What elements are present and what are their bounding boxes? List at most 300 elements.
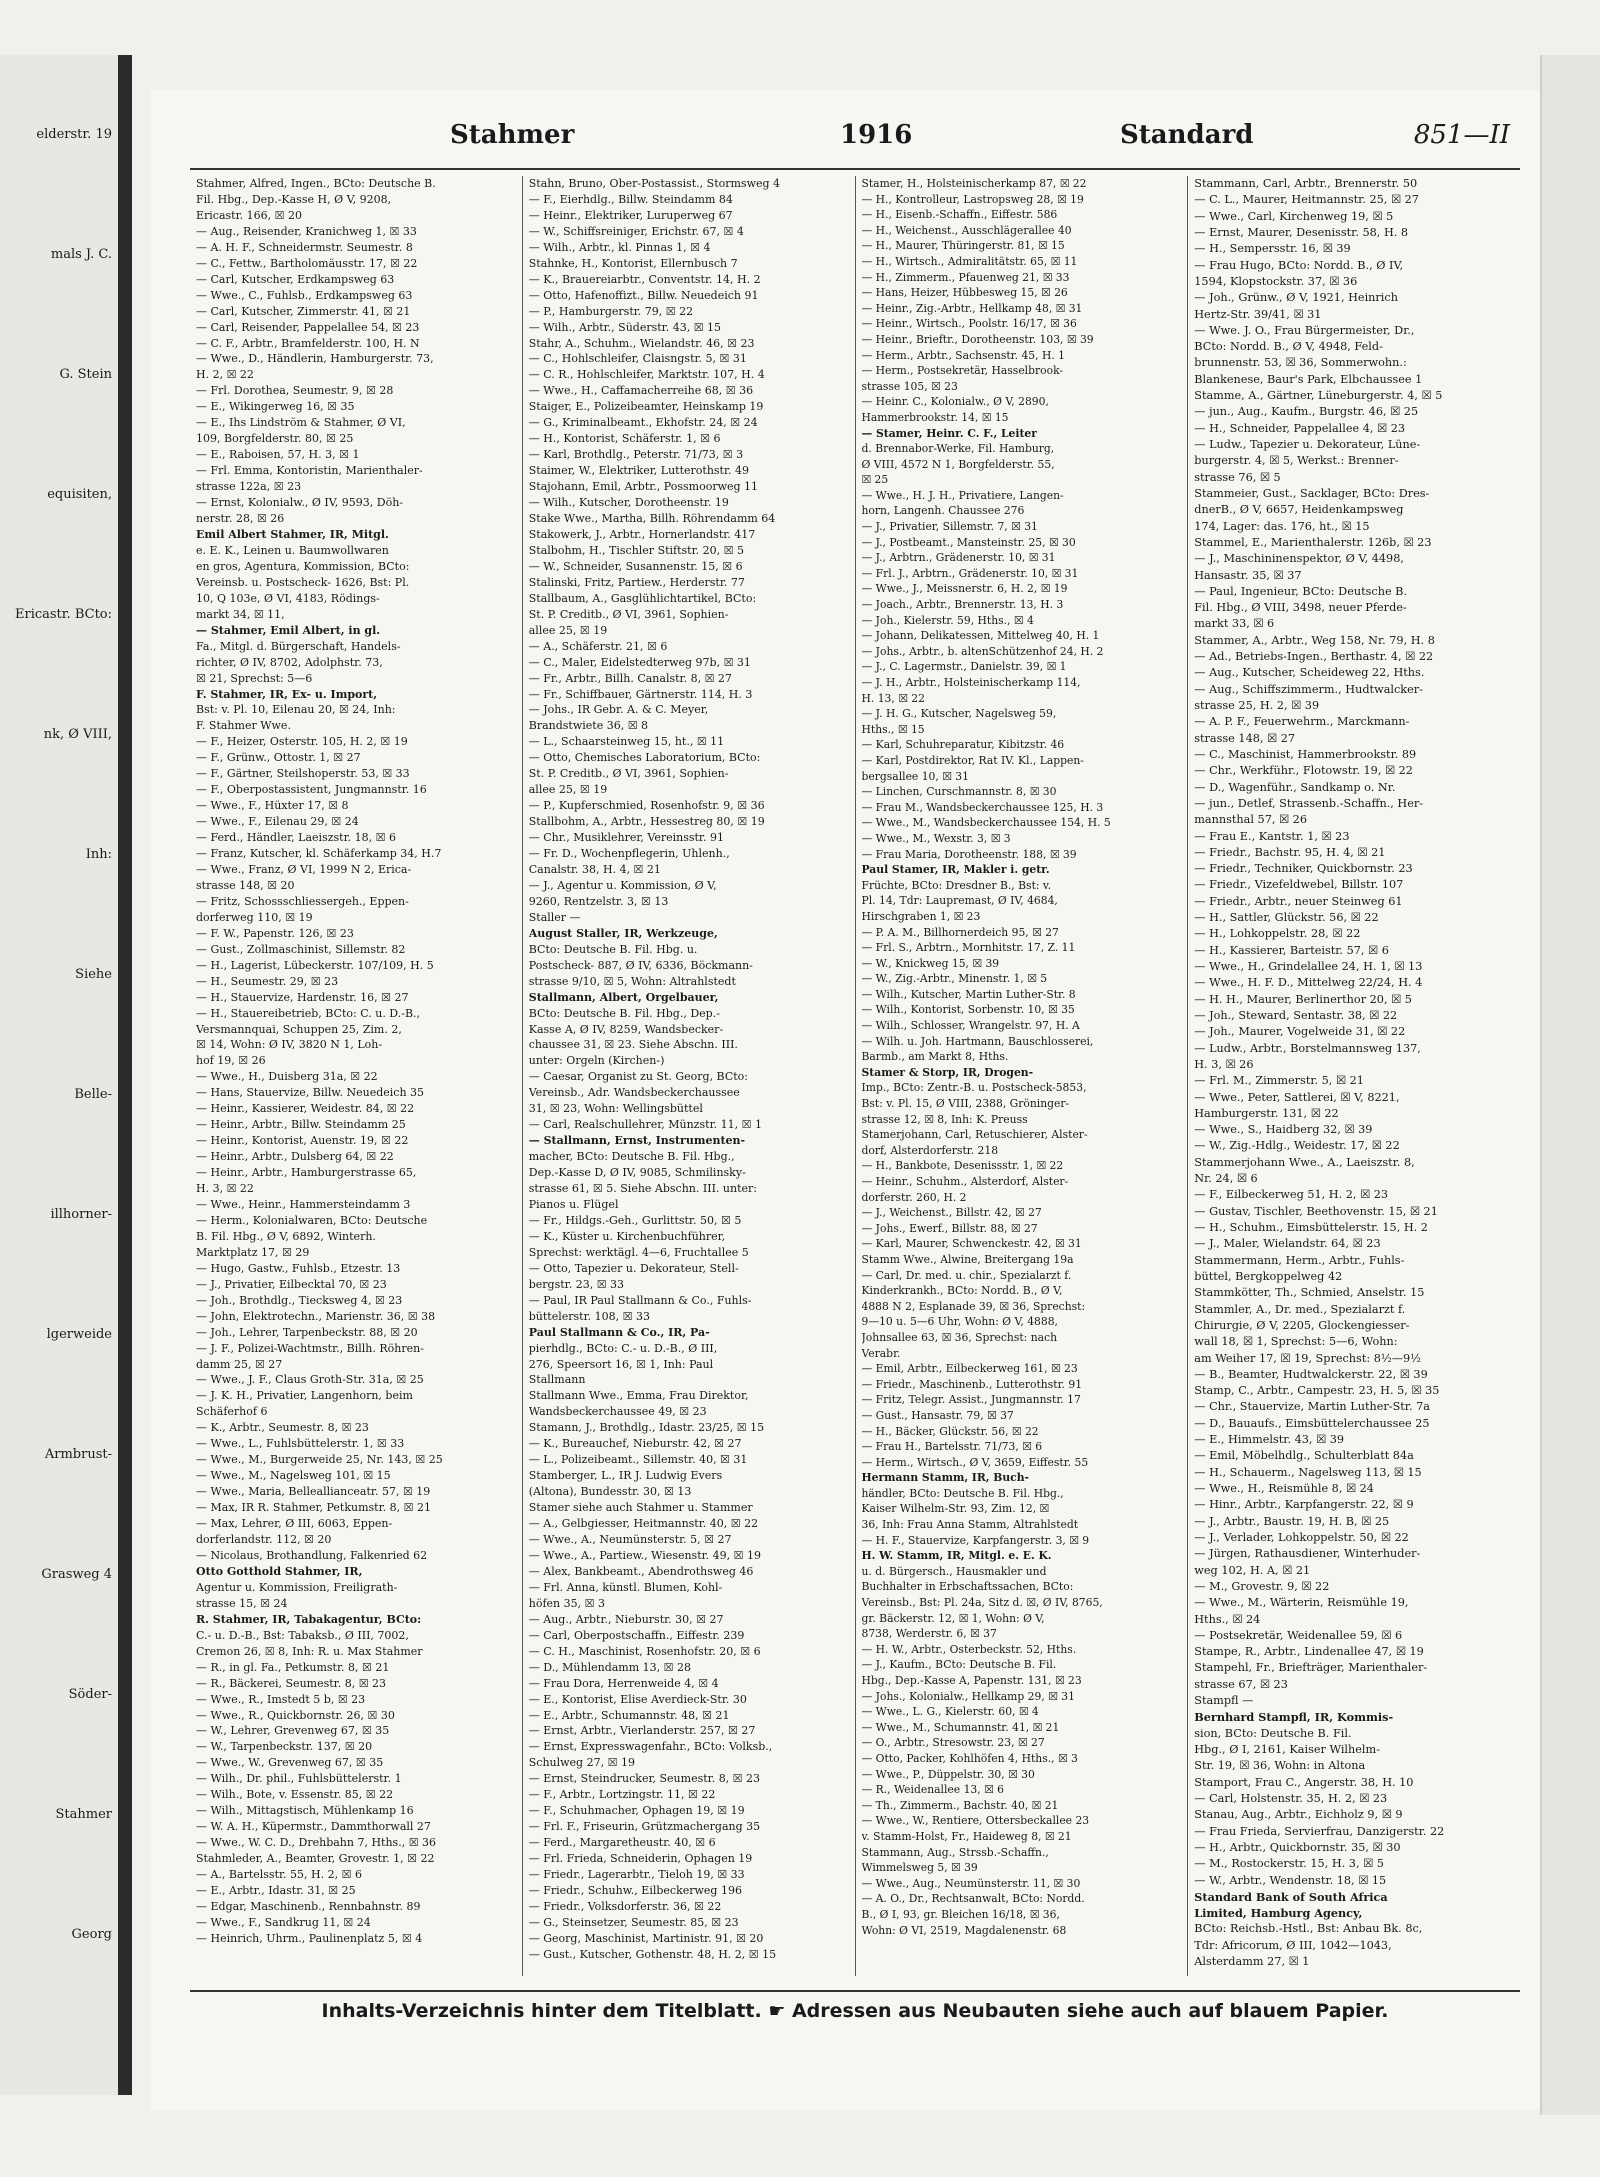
directory-entry: Hansastr. 35, ☒ 37 (1194, 568, 1302, 582)
directory-entry: BCto: Nordd. B., Ø V, 4948, Feld- (1194, 340, 1383, 354)
directory-entry: Fil. Hbg., Ø VIII, 3498, neuer Pferde- (1194, 601, 1407, 615)
directory-entry: Stammerjohann Wwe., A., Laeiszstr. 8, (1194, 1155, 1415, 1169)
directory-entry: — Fr., Arbtr., Billh. Canalstr. 8, ☒ 27 (528, 671, 732, 685)
directory-entry: Stallmann Wwe., Emma, Frau Direktor, (528, 1389, 749, 1403)
directory-entry: Sprechst: werktägl. 4—6, Fruchtallee 5 (528, 1245, 749, 1259)
directory-entry: — Stamer, Heinr. C. F., Leiter (861, 426, 1037, 440)
directory-entry: — H., Kontrolleur, Lastropsweg 28, ☒ 19 (861, 192, 1084, 206)
directory-entry: — Chr., Stauervize, Martin Luther-Str. 7a (1194, 1400, 1430, 1414)
directory-entry: — H., Bäcker, Glückstr. 56, ☒ 22 (861, 1424, 1039, 1438)
directory-entry: — E., Himmelstr. 43, ☒ 39 (1194, 1433, 1345, 1447)
directory-entry: — Friedr., Schuhw., Eilbeckerweg 196 (528, 1883, 742, 1897)
directory-entry: 9—10 u. 5—6 Uhr, Wohn: Ø V, 4888, (861, 1315, 1058, 1329)
directory-entry: — John, Elektrotechn., Marienstr. 36, ☒ 38 (196, 1309, 436, 1323)
directory-entry: — R., Weidenallee 13, ☒ 6 (861, 1783, 1004, 1797)
directory-entry: — Fritz, Schossschliessergeh., Eppen- (196, 894, 409, 908)
directory-entry: — Carl, Kutscher, Erdkampsweg 63 (196, 272, 395, 286)
directory-entry: — H., Seumestr. 29, ☒ 23 (196, 974, 339, 988)
directory-entry: — J. F., Polizei-Wachtmstr., Billh. Röhren- (196, 1341, 424, 1355)
directory-entry: Stallmann (528, 1373, 586, 1387)
directory-entry: — Joh., Lehrer, Tarpenbeckstr. 88, ☒ 20 (196, 1325, 418, 1339)
directory-entry: — R., Bäckerei, Seumestr. 8, ☒ 23 (196, 1676, 387, 1690)
directory-entry: — F., Schuhmacher, Ophagen 19, ☒ 19 (528, 1804, 745, 1818)
directory-entry: — Heinr., Elektriker, Luruperweg 67 (528, 208, 733, 222)
directory-entry: — Gustav, Tischler, Beethovenstr. 15, ☒ 21 (1194, 1204, 1438, 1218)
directory-entry: — J. K. H., Privatier, Langenhorn, beim (196, 1389, 413, 1403)
directory-entry: Verabr. (861, 1346, 901, 1360)
directory-entry: — Wwe., M., Wandsbeckerchaussee 154, H. 5 (861, 816, 1111, 830)
directory-entry: — Wwe., H. F. D., Mittelweg 22/24, H. 4 (1194, 976, 1423, 990)
directory-entry: — H., Stauervize, Hardenstr. 16, ☒ 27 (196, 990, 409, 1004)
directory-entry: — Caesar, Organist zu St. Georg, BCto: (528, 1070, 749, 1084)
directory-entry: en gros, Agentura, Kommission, BCto: (196, 559, 410, 573)
directory-entry: markt 34, ☒ 11, (196, 607, 285, 621)
directory-entry: — Heinr. C., Kolonialw., Ø V, 2890, (861, 395, 1049, 409)
column-3 (856, 176, 1189, 1976)
directory-entry: — Gust., Zollmaschinist, Sillemstr. 82 (196, 942, 406, 956)
directory-entry: Stammeier, Gust., Sacklager, BCto: Dres- (1194, 486, 1430, 500)
directory-entry: hof 19, ☒ 26 (196, 1054, 266, 1068)
directory-entry: — Otto, Hafenoffizt., Billw. Neuedeich 91 (528, 288, 759, 302)
directory-entry: — Aug., Schiffszimmerm., Hudtwalcker- (1194, 682, 1423, 696)
directory-entry: — F. W., Papenstr. 126, ☒ 23 (196, 926, 354, 940)
directory-entry: — Carl, Kutscher, Zimmerstr. 41, ☒ 21 (196, 304, 411, 318)
directory-entry: Stanau, Aug., Arbtr., Eichholz 9, ☒ 9 (1194, 1808, 1403, 1822)
directory-entry: — Wwe., J., Meissnerstr. 6, H. 2, ☒ 19 (861, 582, 1068, 596)
directory-entry: strasse 25, H. 2, ☒ 39 (1194, 699, 1320, 712)
header-rule (190, 168, 1520, 170)
left-page-fragment: lgerweide (46, 1327, 112, 1342)
directory-entry: — Carl, Reisender, Pappelallee 54, ☒ 23 (196, 320, 420, 334)
directory-entry: Wimmelsweg 5, ☒ 39 (861, 1861, 978, 1875)
directory-entry: ☒ 21, Sprechst: 5—6 (196, 671, 313, 685)
directory-entry: — Heinr., Wirtsch., Poolstr. 16/17, ☒ 36 (861, 317, 1077, 331)
directory-entry: — Wwe., W., Grevenweg 67, ☒ 35 (196, 1756, 384, 1770)
directory-entry: Buchhalter in Erbschaftssachen, BCto: (861, 1580, 1074, 1594)
directory-entry: — Wwe., Heinr., Hammersteindamm 3 (196, 1198, 411, 1211)
directory-entry: — Friedr., Vizefeldwebel, Billstr. 107 (1194, 878, 1404, 892)
directory-entry: — E., Arbtr., Schumannstr. 48, ☒ 21 (528, 1708, 730, 1722)
directory-entry: büttel, Bergkoppelweg 42 (1194, 1269, 1343, 1283)
directory-entry: — Wwe. J. O., Frau Bürgermeister, Dr., (1194, 323, 1415, 337)
directory-entry: — Wilh., Mittagstisch, Mühlenkamp 16 (196, 1804, 414, 1818)
directory-entry: — Hinr., Arbtr., Karpfangerstr. 22, ☒ 9 (1194, 1498, 1414, 1512)
directory-entry: ☒ 25 (861, 473, 889, 487)
directory-entry: chaussee 31, ☒ 23. Siehe Abschn. III. (528, 1038, 738, 1052)
directory-entry: — H., Stauereibetrieb, BCto: C. u. D.-B., (196, 1006, 421, 1020)
directory-entry: — Joh., Grünw., Ø V, 1921, Heinrich (1194, 291, 1398, 305)
directory-entry: strasse 12, ☒ 8, Inh: K. Preuss (861, 1112, 1028, 1126)
directory-entry: — Fr., Schiffbauer, Gärtnerstr. 114, H. 3 (528, 687, 753, 701)
directory-entry: Stallmann, Albert, Orgelbauer, (528, 990, 719, 1004)
directory-entry: Stahmleder, A., Beamter, Grovestr. 1, ☒ 22 (196, 1852, 435, 1866)
directory-entry: — Joach., Arbtr., Brennerstr. 13, H. 3 (861, 598, 1064, 612)
directory-entry: — jun., Detlef, Strassenb.-Schaffn., Her- (1194, 796, 1424, 810)
directory-entry: — Hans, Stauervize, Billw. Neuedeich 35 (196, 1086, 425, 1100)
directory-entry: — Johs., Arbtr., b. altenSchützenhof 24, H. 2 (861, 644, 1104, 658)
directory-entry: — Frl. S., Arbtrn., Mornhitstr. 17, Z. 11 (861, 941, 1076, 955)
directory-entry: — Aug., Arbtr., Nieburstr. 30, ☒ 27 (528, 1612, 724, 1626)
directory-entry: — Wwe., H. J. H., Privatiere, Langen- (861, 488, 1064, 502)
directory-entry: — Stahmer, Emil Albert, in gl. (196, 623, 381, 637)
directory-entry: Schäferhof 6 (196, 1405, 268, 1419)
directory-entry: St. P. Creditb., Ø VI, 3961, Sophien- (528, 607, 729, 621)
directory-entry: (Altona), Bundesstr. 30, ☒ 13 (528, 1485, 692, 1499)
directory-entry: — Johs., Kolonialw., Hellkamp 29, ☒ 31 (861, 1689, 1075, 1703)
left-page-fragment: equisiten, (47, 487, 112, 502)
directory-entry: — D., Wagenführ., Sandkamp o. Nr. (1194, 780, 1396, 794)
directory-entry: — J. H. G., Kutscher, Nagelsweg 59, (861, 707, 1057, 721)
directory-entry: BCto: Reichsb.-Hstl., Bst: Anbau Bk. 8c, (1194, 1922, 1423, 1936)
directory-entry: Kaiser Wilhelm-Str. 93, Zim. 12, ☒ (861, 1502, 1050, 1516)
directory-entry: Stallbohm, A., Arbtr., Hessestreg 80, ☒ 19 (528, 815, 765, 829)
directory-entry: — C., Maschinist, Hammerbrookstr. 89 (1194, 747, 1417, 761)
directory-entry: Alsterdamm 27, ☒ 1 (1194, 1955, 1310, 1969)
directory-entry: Pianos u. Flügel (528, 1198, 619, 1211)
directory-entry: — Karl, Maurer, Schwenckestr. 42, ☒ 31 (861, 1237, 1082, 1251)
directory-entry: — H., Arbtr., Quickbornstr. 35, ☒ 30 (1194, 1840, 1401, 1854)
column-1 (190, 176, 523, 1976)
directory-entry: — Gust., Hansastr. 79, ☒ 37 (861, 1408, 1014, 1422)
left-page-fragment: Stahmer (55, 1807, 112, 1822)
directory-entry: — L., Polizeibeamt., Sillemstr. 40, ☒ 31 (528, 1453, 748, 1467)
directory-entry: — H., Bankbote, Desenissstr. 1, ☒ 22 (861, 1159, 1064, 1173)
directory-entry: — Friedr., Bachstr. 95, H. 4, ☒ 21 (1194, 845, 1386, 859)
directory-entry: — Frau Hugo, BCto: Nordd. B., Ø IV, (1194, 258, 1404, 272)
directory-entry: — J. H., Arbtr., Holsteinischerkamp 114, (861, 676, 1081, 689)
directory-entry: 8738, Werderstr. 6, ☒ 37 (861, 1627, 997, 1641)
directory-entry: dorf, Alsterdorferstr. 218 (861, 1143, 999, 1157)
directory-entry: — W., Zig.-Arbtr., Minenstr. 1, ☒ 5 (861, 972, 1048, 986)
directory-entry: — Ludw., Arbtr., Borstelmannsweg 137, (1194, 1041, 1421, 1055)
directory-entry: — C. H., Maschinist, Rosenhofstr. 20, ☒ 6 (528, 1644, 761, 1658)
directory-entry: — Alex, Bankbeamt., Abendrothsweg 46 (528, 1564, 754, 1578)
directory-entry: H. 3, ☒ 26 (1194, 1057, 1254, 1071)
directory-entry: — Johs., IR Gebr. A. & C. Meyer, (528, 703, 709, 717)
directory-entry: — C., Fettw., Bartholomäusstr. 17, ☒ 22 (196, 256, 418, 270)
directory-entry: H. 2, ☒ 22 (196, 368, 254, 382)
directory-entry: Schulweg 27, ☒ 19 (528, 1756, 635, 1770)
directory-entry: — Herm., Wirtsch., Ø V, 3659, Eiffestr. 55 (861, 1455, 1089, 1469)
directory-entry: 276, Speersort 16, ☒ 1, Inh: Paul (528, 1357, 714, 1371)
directory-entry: — Stallmann, Ernst, Instrumenten- (528, 1134, 746, 1148)
directory-entry: — W., Arbtr., Wendenstr. 18, ☒ 15 (1194, 1873, 1387, 1887)
directory-entry: — E., Wikingerweg 16, ☒ 35 (196, 400, 355, 414)
directory-entry: — Wwe., Maria, Belleallianceatr. 57, ☒ 19 (196, 1485, 431, 1499)
directory-entry: bergsallee 10, ☒ 31 (861, 769, 969, 783)
directory-entry: — Herm., Arbtr., Sachsenstr. 45, H. 1 (861, 348, 1066, 362)
header-left-keyword: Stahmer (450, 120, 575, 150)
directory-entry: nerstr. 28, ☒ 26 (196, 512, 285, 526)
directory-entry: August Staller, IR, Werkzeuge, (528, 926, 718, 940)
directory-entry: — Paul, Ingenieur, BCto: Deutsche B. (1194, 584, 1408, 598)
left-page-fragment: nk, Ø VIII, (43, 727, 112, 742)
directory-entry: — Karl, Schuhreparatur, Kibitzstr. 46 (861, 738, 1065, 752)
directory-entry: H. 13, ☒ 22 (861, 691, 925, 705)
directory-entry: — Th., Zimmerm., Bachstr. 40, ☒ 21 (861, 1798, 1059, 1812)
directory-entry: höfen 35, ☒ 3 (528, 1596, 605, 1610)
left-page-fragment: Inh: (85, 847, 112, 862)
directory-entry: — H., Kontorist, Schäferstr. 1, ☒ 6 (528, 432, 721, 446)
directory-entry: — P. A. M., Billhornerdeich 95, ☒ 27 (861, 925, 1059, 939)
directory-entry: Staimer, W., Elektriker, Lutterothstr. 49 (528, 464, 750, 478)
directory-entry: Dep.-Kasse D, Ø IV, 9085, Schmilinsky- (528, 1166, 746, 1180)
directory-entry: Stalbohm, H., Tischler Stiftstr. 20, ☒ 5 (528, 543, 744, 557)
directory-entry: — Wwe., Franz, Ø VI, 1999 N 2, Erica- (196, 862, 412, 876)
directory-entry: — W., Knickweg 15, ☒ 39 (861, 956, 1000, 970)
directory-entry: H. 3, ☒ 22 (196, 1182, 254, 1196)
directory-entry: — Karl, Brothdlg., Peterstr. 71/73, ☒ 3 (528, 448, 744, 462)
directory-entry: Stampfl — (1194, 1694, 1254, 1708)
directory-entry: ☒ 14, Wohn: Ø IV, 3820 N 1, Loh- (196, 1038, 383, 1052)
directory-entry: — A. P. F., Feuerwehrm., Marckmann- (1194, 715, 1410, 729)
directory-entry: — A., Bartelsstr. 55, H. 2, ☒ 6 (196, 1868, 362, 1882)
directory-entry: — Wilh., Arbtr., kl. Pinnas 1, ☒ 4 (528, 240, 711, 254)
directory-entry: — Wwe., H., Reismühle 8, ☒ 24 (1194, 1482, 1374, 1495)
directory-entry: — F., Heizer, Osterstr. 105, H. 2, ☒ 19 (196, 735, 408, 749)
directory-entry: pierhdlg., BCto: C.- u. D.-B., Ø III, (528, 1341, 718, 1355)
directory-entry: — Frau Maria, Dorotheenstr. 188, ☒ 39 (861, 847, 1077, 861)
directory-entry: Stajohann, Emil, Arbtr., Possmoorweg 11 (528, 480, 759, 494)
directory-entry: — Wwe., R., Quickbornstr. 26, ☒ 30 (196, 1708, 395, 1722)
directory-entry: — Friedr., Arbtr., neuer Steinweg 61 (1194, 894, 1403, 908)
directory-entry: Hbg., Ø I, 2161, Kaiser Wilhelm- (1194, 1743, 1380, 1756)
directory-entry: — G., Kriminalbeamt., Ekhofstr. 24, ☒ 24 (528, 416, 758, 430)
directory-entry: — P., Hamburgerstr. 79, ☒ 22 (528, 304, 694, 318)
left-page-fragment: Georg (71, 1927, 112, 1942)
directory-entry: — A. O., Dr., Rechtsanwalt, BCto: Nordd. (861, 1892, 1085, 1906)
directory-entry: — Heinr., Kontorist, Auenstr. 19, ☒ 22 (196, 1134, 409, 1148)
directory-entry: — J., Privatier, Sillemstr. 7, ☒ 31 (861, 520, 1038, 534)
directory-entry: R. Stahmer, IR, Tabakagentur, BCto: (196, 1612, 422, 1626)
footer-note: Inhalts-Verzeichnis hinter dem Titelblatt. ☛ Adressen aus Neubauten siehe auch auf blauem Papier. (190, 1990, 1520, 2022)
directory-entry: — W., Zig.-Hdlg., Weidestr. 17, ☒ 22 (1194, 1139, 1400, 1153)
directory-entry: Stamerjohann, Carl, Retuschierer, Alster- (861, 1128, 1088, 1142)
directory-entry: — M., Grovestr. 9, ☒ 22 (1194, 1579, 1330, 1593)
directory-entry: Hbg., Dep.-Kasse A, Papenstr. 131, ☒ 23 (861, 1674, 1082, 1687)
directory-entry: — Fritz, Telegr. Assist., Jungmannstr. 17 (861, 1393, 1081, 1407)
directory-entry: — Hans, Heizer, Hübbesweg 15, ☒ 26 (861, 286, 1068, 300)
directory-entry: — H., Sattler, Glückstr. 56, ☒ 22 (1194, 911, 1379, 925)
directory-entry: am Weiher 17, ☒ 19, Sprechst: 8½—9½ (1194, 1351, 1422, 1365)
directory-entry: — P., Kupferschmied, Rosenhofstr. 9, ☒ 36 (528, 799, 765, 813)
directory-entry: — Wwe., H., Caffamacherreihe 68, ☒ 36 (528, 384, 754, 398)
directory-entry: — Joh., Steward, Sentastr. 38, ☒ 22 (1194, 1008, 1398, 1022)
directory-entry: — Frau E., Kantstr. 1, ☒ 23 (1194, 829, 1350, 843)
directory-entry: — Ernst, Expresswagenfahr., BCto: Volksb., (528, 1740, 773, 1754)
directory-entry: — Wilh., Kutscher, Dorotheenstr. 19 (528, 496, 729, 510)
directory-entry: — J., Verlader, Lohkoppelstr. 50, ☒ 22 (1194, 1530, 1409, 1544)
directory-entry: — Wwe., C., Fuhlsb., Erdkampsweg 63 (196, 288, 413, 302)
directory-entry: — W., Schiffsreiniger, Erichstr. 67, ☒ 4 (528, 224, 744, 238)
directory-entry: — Franz, Kutscher, kl. Schäferkamp 34, H.7 (196, 847, 442, 861)
directory-entry: macher, BCto: Deutsche B. Fil. Hbg., (528, 1150, 735, 1164)
directory-entry: wall 18, ☒ 1, Sprechst: 5—6, Wohn: (1194, 1335, 1398, 1349)
directory-entry: — A., Gelbgiesser, Heitmannstr. 40, ☒ 22 (528, 1517, 759, 1531)
directory-entry: Stammann, Carl, Arbtr., Brennerstr. 50 (1194, 177, 1418, 190)
directory-entry: Stammkötter, Th., Schmied, Anselstr. 15 (1194, 1286, 1425, 1300)
directory-entry: — L., Schaarsteinweg 15, ht., ☒ 11 (528, 735, 725, 749)
directory-entry: gr. Bäckerstr. 12, ☒ 1, Wohn: Ø V, (861, 1611, 1045, 1625)
directory-entry: — Frl. Frieda, Schneiderin, Ophagen 19 (528, 1852, 753, 1866)
directory-entry: — C. R., Hohlschleifer, Marktstr. 107, H. 4 (528, 368, 765, 382)
directory-entry: — Karl, Postdirektor, Rat IV. Kl., Lappen- (861, 753, 1084, 767)
left-page-fragment: Armbrust- (44, 1447, 112, 1462)
directory-entry: richter, Ø IV, 8702, Adolphstr. 73, (196, 655, 383, 669)
directory-entry: v. Stamm-Holst, Fr., Haideweg 8, ☒ 21 (861, 1829, 1072, 1843)
directory-entry: — Wwe., Carl, Kirchenweg 19, ☒ 5 (1194, 209, 1394, 223)
directory-entry: — Wilh., Dr. phil., Fuhlsbüttelerstr. 1 (196, 1772, 402, 1786)
directory-entry: horn, Langenh. Chaussee 276 (861, 504, 1025, 518)
running-header (190, 120, 1530, 160)
left-page-fragment: Grasweg 4 (41, 1567, 112, 1582)
directory-entry: F. Stahmer Wwe. (196, 719, 291, 733)
directory-entry: — Wwe., L. G., Kielerstr. 60, ☒ 4 (861, 1705, 1039, 1719)
directory-entry: Blankenese, Baur's Park, Elbchaussee 1 (1194, 372, 1423, 386)
directory-entry: — Frl. Emma, Kontoristin, Marienthaler- (196, 464, 423, 478)
directory-entry: unter: Orgeln (Kirchen-) (528, 1054, 665, 1068)
directory-entry: — Wwe., F., Eilenau 29, ☒ 24 (196, 815, 359, 829)
directory-entry: — Frau M., Wandsbeckerchaussee 125, H. 3 (861, 800, 1104, 814)
directory-entry: — Georg, Maschinist, Martinistr. 91, ☒ 20 (528, 1931, 764, 1945)
directory-entry: Limited, Hamburg Agency, (1194, 1906, 1363, 1921)
directory-entry: 1594, Klopstockstr. 37, ☒ 36 (1194, 274, 1358, 288)
directory-entry: 174, Lager: das. 176, ht., ☒ 15 (1194, 519, 1370, 533)
directory-entry: Marktplatz 17, ☒ 29 (196, 1245, 310, 1259)
directory-entry: Fil. Hbg., Dep.-Kasse H, Ø V, 9208, (196, 192, 392, 206)
directory-entry: — Joh., Kielerstr. 59, Hths., ☒ 4 (861, 613, 1034, 627)
directory-entry: — J., Privatier, Eilbecktal 70, ☒ 23 (196, 1277, 387, 1291)
directory-entry: — H., Schauerm., Nagelsweg 113, ☒ 15 (1194, 1465, 1422, 1479)
right-page-edge (1540, 55, 1600, 2115)
directory-entry: Stammel, E., Marienthalerstr. 126b, ☒ 23 (1194, 535, 1432, 549)
directory-entry: — M., Rostockerstr. 15, H. 3, ☒ 5 (1194, 1857, 1384, 1871)
directory-entry: Stamer siehe auch Stahmer u. Stammer (528, 1501, 753, 1515)
directory-entry: Stamberger, L., IR J. Ludwig Evers (528, 1469, 723, 1483)
directory-entry: Wohn: Ø VI, 2519, Magdalenenstr. 68 (861, 1923, 1067, 1937)
directory-entry: — C., Hohlschleifer, Claisngstr. 5, ☒ 31 (528, 352, 747, 366)
directory-entry: — Heinrich, Uhrm., Paulinenplatz 5, ☒ 4 (196, 1931, 423, 1945)
directory-entry: Bst: v. Pl. 10, Eilenau 20, ☒ 24, Inh: (196, 703, 396, 717)
directory-entry: — J., Arbtrn., Grädenerstr. 10, ☒ 31 (861, 551, 1056, 565)
directory-entry: — Ferd., Händler, Laeiszstr. 18, ☒ 6 (196, 831, 396, 845)
directory-entry: Tdr: Africorum, Ø III, 1042—1043, (1194, 1938, 1392, 1952)
directory-entry: — H., Sempersstr. 16, ☒ 39 (1194, 242, 1351, 256)
directory-columns (190, 176, 1520, 1976)
directory-entry: — Jürgen, Rathausdiener, Winterhuder- (1194, 1547, 1421, 1561)
directory-entry: weg 102, H. A, ☒ 21 (1194, 1563, 1311, 1577)
directory-entry: strasse 148, ☒ 20 (196, 878, 295, 892)
directory-entry: — Wwe., S., Haidberg 32, ☒ 39 (1194, 1123, 1373, 1137)
directory-entry: — J., Weichenst., Billstr. 42, ☒ 27 (861, 1206, 1042, 1220)
directory-entry: — Heinr., Arbtr., Dulsberg 64, ☒ 22 (196, 1150, 394, 1164)
directory-entry: Stakowerk, J., Arbtr., Hornerlandstr. 417 (528, 527, 756, 541)
directory-entry: strasse 148, ☒ 27 (1194, 731, 1296, 745)
directory-entry: — F., Oberpostassistent, Jungmannstr. 16 (196, 783, 427, 797)
directory-entry: — Wilh., Kutscher, Martin Luther-Str. 8 (861, 987, 1076, 1001)
directory-entry: — Chr., Werkführ., Flotowstr. 19, ☒ 22 (1194, 764, 1413, 778)
directory-entry: Stamp, C., Arbtr., Campestr. 23, H. 5, ☒ 35 (1194, 1384, 1440, 1398)
directory-entry: — Herm., Kolonialwaren, BCto: Deutsche (196, 1213, 428, 1227)
directory-entry: — Friedr., Maschinenb., Lutterothstr. 91 (861, 1377, 1083, 1391)
directory-entry: — Ludw., Tapezier u. Dekorateur, Lüne- (1194, 438, 1421, 451)
directory-entry: Hths., ☒ 24 (1194, 1612, 1261, 1626)
directory-page (150, 90, 1540, 2110)
directory-entry: — Wwe., P., Düppelstr. 30, ☒ 30 (861, 1767, 1035, 1781)
directory-entry: — D., Bauaufs., Eimsbüttelerchaussee 25 (1194, 1416, 1430, 1430)
directory-entry: — Wwe., W. C. D., Drehbahn 7, Hths., ☒ 36 (196, 1836, 437, 1850)
directory-entry: — Carl, Realschullehrer, Münzstr. 11, ☒ 1 (528, 1118, 762, 1132)
directory-entry: — E., Kontorist, Elise Averdieck-Str. 30 (528, 1692, 747, 1706)
directory-entry: allee 25, ☒ 19 (528, 783, 608, 797)
directory-entry: — E., Arbtr., Idastr. 31, ☒ 25 (196, 1883, 356, 1897)
directory-entry: Paul Stallmann & Co., IR, Pa- (528, 1325, 710, 1339)
directory-entry: händler, BCto: Deutsche B. Fil. Hbg., (861, 1486, 1064, 1500)
directory-entry: — Wwe., Aug., Neumünsterstr. 11, ☒ 30 (861, 1876, 1081, 1890)
directory-entry: Stahmer, Alfred, Ingen., BCto: Deutsche B. (196, 177, 436, 190)
directory-entry: — F., Grünw., Ottostr. 1, ☒ 27 (196, 751, 361, 765)
directory-entry: — H. H., Maurer, Berlinerthor 20, ☒ 5 (1194, 992, 1412, 1006)
directory-entry: — Johann, Delikatessen, Mittelweg 40, H. 1 (861, 629, 1100, 643)
directory-entry: strasse 122a, ☒ 23 (196, 480, 302, 494)
left-page-fragment: G. Stein (59, 367, 112, 382)
directory-entry: — Wwe., M., Wärterin, Reismühle 19, (1194, 1596, 1409, 1610)
directory-entry: — F., Arbtr., Lortzingstr. 11, ☒ 22 (528, 1788, 716, 1802)
directory-entry: — J., Maler, Wielandstr. 64, ☒ 23 (1194, 1237, 1381, 1251)
directory-entry: Hertz-Str. 39/41, ☒ 31 (1194, 307, 1322, 321)
directory-entry: — E., Ihs Lindström & Stahmer, Ø VI, (196, 416, 406, 430)
directory-entry: — D., Mühlendamm 13, ☒ 28 (528, 1660, 692, 1674)
directory-entry: — Aug., Kutscher, Scheideweg 22, Hths. (1194, 666, 1425, 680)
directory-entry: Bernhard Stampfl, IR, Kommis- (1194, 1710, 1394, 1725)
directory-entry: — Heinr., Brieftr., Dorotheenstr. 103, ☒ 39 (861, 332, 1094, 346)
directory-entry: — J., Maschininenspektor, Ø V, 4498, (1194, 552, 1404, 566)
directory-entry: dorferstr. 260, H. 2 (861, 1190, 967, 1204)
directory-entry: — Carl, Holstenstr. 35, H. 2, ☒ 23 (1194, 1791, 1388, 1805)
left-page-fragment: Siehe (75, 967, 112, 982)
directory-entry: — Emil, Arbtr., Eilbeckerweg 161, ☒ 23 (861, 1362, 1078, 1376)
directory-entry: markt 33, ☒ 6 (1194, 617, 1275, 631)
directory-entry: mannsthal 57, ☒ 26 (1194, 813, 1307, 827)
directory-entry: — B., Beamter, Hudtwalckerstr. 22, ☒ 39 (1194, 1367, 1428, 1381)
directory-entry: — Frl. Dorothea, Seumestr. 9, ☒ 28 (196, 384, 394, 398)
directory-entry: Kinderkrankh., BCto: Nordd. B., Ø V, (861, 1284, 1063, 1298)
directory-entry: — Wwe., A., Neumünsterstr. 5, ☒ 27 (528, 1533, 732, 1547)
directory-entry: — Wwe., D., Händlerin, Hamburgerstr. 73, (196, 352, 434, 366)
directory-entry: — Wilh., Kontorist, Sorbenstr. 10, ☒ 35 (861, 1003, 1075, 1017)
directory-entry: BCto: Deutsche B. Fil. Hbg., Dep.- (528, 1006, 720, 1020)
directory-entry: — H., Eisenb.-Schaffn., Eiffestr. 586 (861, 208, 1058, 222)
directory-entry: — Heinr., Arbtr., Billw. Steindamm 25 (196, 1118, 406, 1132)
directory-entry: e. E. K., Leinen u. Baumwollwaren (196, 543, 389, 557)
header-year: 1916 (840, 120, 913, 150)
directory-entry: — H. W., Arbtr., Osterbeckstr. 52, Hths. (861, 1642, 1077, 1656)
directory-entry: — H., Wirtsch., Admiralitätstr. 65, ☒ 11 (861, 254, 1078, 268)
directory-entry: Paul Stamer, IR, Makler i. getr. (861, 863, 1050, 877)
left-page-fragment: elderstr. 19 (36, 127, 112, 142)
directory-entry: Fa., Mitgl. d. Bürgerschaft, Handels- (196, 639, 401, 653)
directory-entry: — Heinr., Kassierer, Weidestr. 84, ☒ 22 (196, 1102, 415, 1116)
directory-entry: Hths., ☒ 15 (861, 722, 925, 736)
directory-entry: Imp., BCto: Zentr.-B. u. Postscheck-5853, (861, 1081, 1087, 1095)
directory-entry: — H., Lagerist, Lübeckerstr. 107/109, H. 5 (196, 958, 434, 972)
page-number: 851—II (1413, 120, 1510, 150)
directory-entry: — Heinr., Zig.-Arbtr., Hellkamp 48, ☒ 31 (861, 301, 1083, 315)
directory-entry: 31, ☒ 23, Wohn: Wellingsbüttel (528, 1102, 703, 1116)
directory-entry: — Wwe., L., Fuhlsbüttelerstr. 1, ☒ 33 (196, 1437, 405, 1451)
directory-entry: Johnsallee 63, ☒ 36, Sprechst: nach (861, 1330, 1057, 1344)
directory-entry: u. d. Bürgersch., Hausmakler und (861, 1564, 1047, 1578)
